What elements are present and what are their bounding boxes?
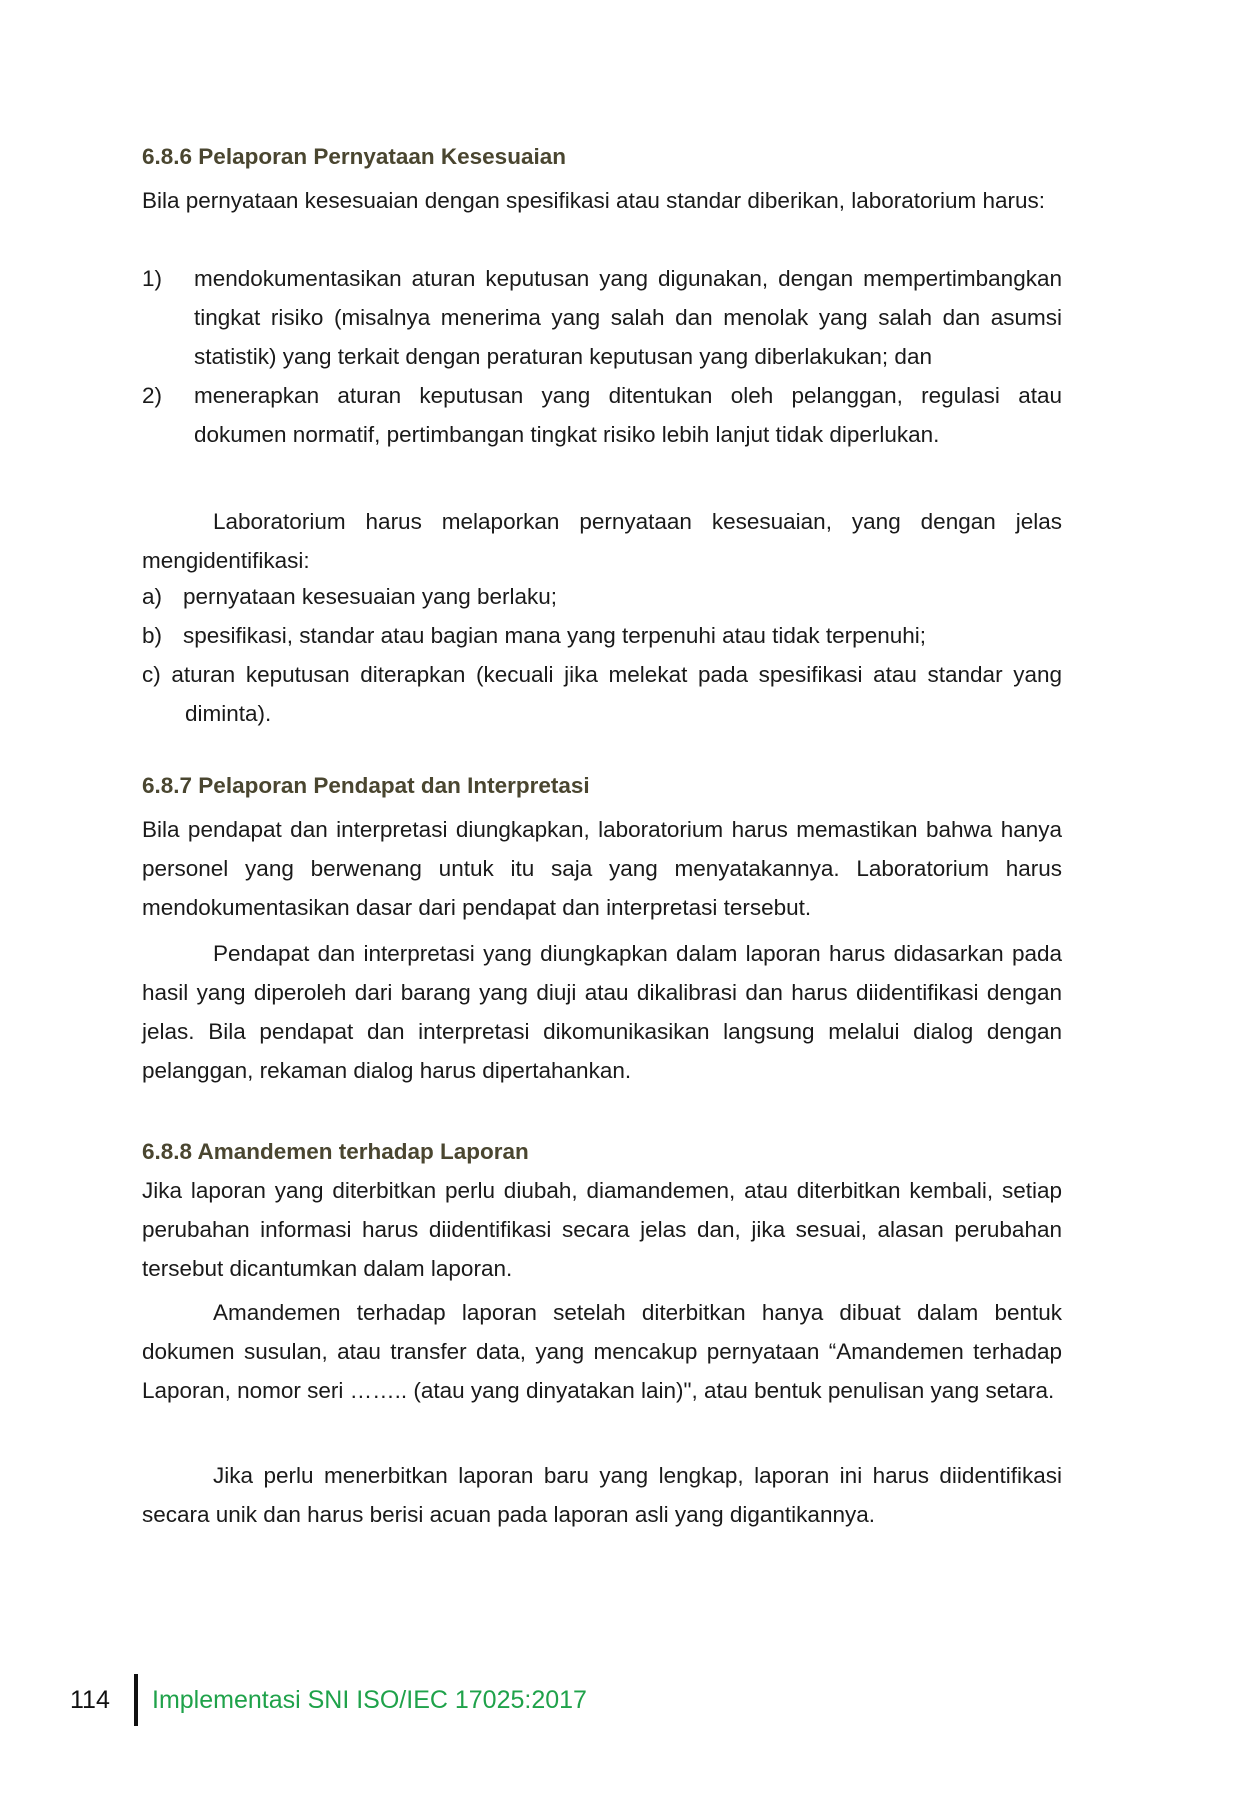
paragraph: Jika laporan yang diterbitkan perlu diubah, diamandemen, atau diterbitkan kembali, setiap perubahan informasi harus diidentifikasi secara jelas dan, jika sesuai, alasan perubahan tersebut dicantumkan dalam laporan.: [142, 1178, 1062, 1281]
list-item: [142, 376, 1062, 454]
heading-6-8-8: 6.8.8 Amandemen terhadap Laporan: [142, 1139, 529, 1164]
list-number: 1): [142, 266, 163, 291]
list-letter: b): [142, 623, 163, 648]
paragraph: Bila pendapat dan interpretasi diungkapkan, laboratorium harus memastikan bahwa hanya personel yang berwenang untuk itu saja yang menyatakannya. Laboratorium harus mendokumentasikan dasar dari pendapat dan interpretasi tersebut.: [142, 817, 1062, 920]
list-item: [142, 577, 1062, 616]
list-item: c) aturan keputusan diterapkan (kecuali jika melekat pada spesifikasi atau standar yang diminta).: [142, 662, 1062, 726]
list-text: menerapkan aturan keputusan yang ditentukan oleh pelanggan, regulasi atau dokumen normatif, pertimbangan tingkat risiko lebih lanjut tidak diperlukan.: [194, 383, 1062, 447]
paragraph: Laboratorium harus melaporkan pernyataan kesesuaian, yang dengan jelas mengidentifikasi:: [142, 509, 1062, 573]
paragraph: Jika perlu menerbitkan laporan baru yang lengkap, laporan ini harus diidentifikasi secara unik dan harus berisi acuan pada laporan asli yang digantikannya.: [142, 1463, 1062, 1527]
footer-divider: [134, 1674, 138, 1726]
paragraph: Pendapat dan interpretasi yang diungkapkan dalam laporan harus didasarkan pada hasil yang diperoleh dari barang yang diuji atau dikalibrasi dan harus diidentifikasi dengan jelas. Bila pendapat dan interpretasi dikomunikasikan langsung melalui dialog dengan pelanggan, rekaman dialog harus dipertahankan.: [142, 941, 1062, 1083]
list-item: [142, 616, 1062, 655]
list-item: [142, 259, 1062, 376]
list-number: 2): [142, 383, 163, 408]
paragraph: Amandemen terhadap laporan setelah diterbitkan hanya dibuat dalam bentuk dokumen susulan, atau transfer data, yang mencakup pernyataan “Amandemen terhadap Laporan, nomor seri …….. (atau yang dinyatakan lain)", atau bentuk penulisan yang setara.: [142, 1300, 1062, 1403]
heading-6-8-7: 6.8.7 Pelaporan Pendapat dan Interpretasi: [142, 773, 590, 798]
paragraph: Bila pernyataan kesesuaian dengan spesifikasi atau standar diberikan, laboratorium harus:: [142, 188, 1046, 213]
list-text: pernyataan kesesuaian yang berlaku;: [183, 584, 558, 609]
lettered-list: [142, 577, 1062, 733]
list-text: spesifikasi, standar atau bagian mana yang terpenuhi atau tidak terpenuhi;: [183, 623, 926, 648]
page-number: 114: [70, 1685, 110, 1714]
list-letter: a): [142, 584, 163, 609]
page-footer: [70, 1680, 587, 1720]
numbered-list: [142, 259, 1062, 454]
footer-title: Implementasi SNI ISO/IEC 17025:2017: [152, 1685, 587, 1714]
list-text: mendokumentasikan aturan keputusan yang digunakan, dengan mempertimbangkan tingkat risiko (misalnya menerima yang salah dan menolak yang salah dan asumsi statistik) yang terkait dengan peraturan keputusan yang diberlakukan; dan: [194, 266, 1062, 369]
heading-6-8-6: 6.8.6 Pelaporan Pernyataan Kesesuaian: [142, 144, 566, 169]
